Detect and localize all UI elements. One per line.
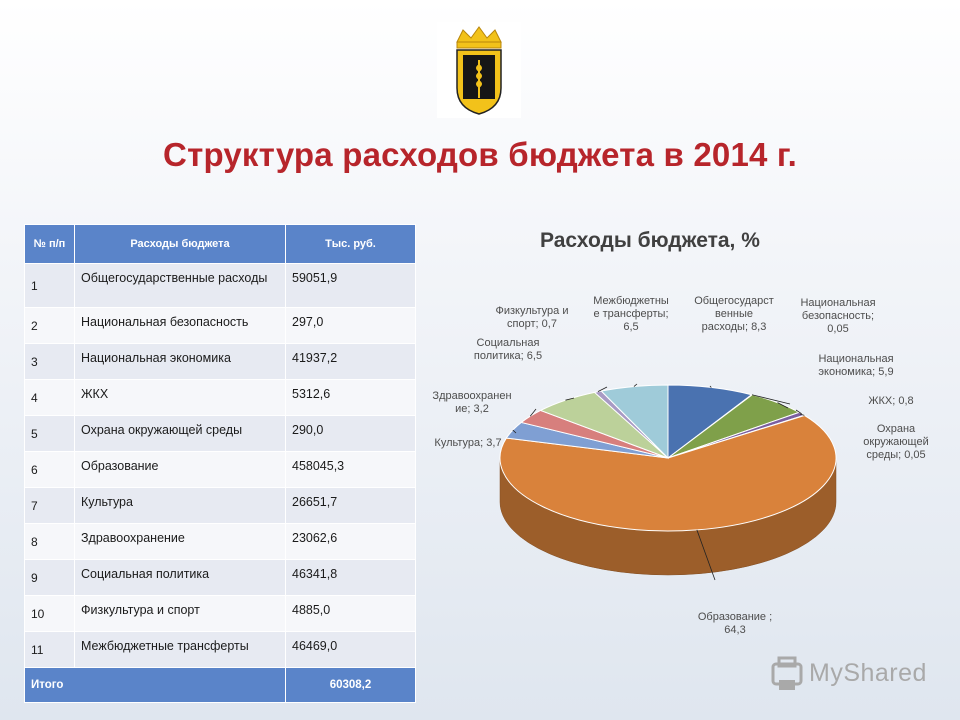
row-expense-name: ЖКХ — [75, 380, 286, 416]
row-amount: 4885,0 — [286, 596, 416, 632]
pie-slice-label: Национальная экономика; 5,9 — [818, 353, 894, 378]
slide-title: Структура расходов бюджета в 2014 г. — [163, 136, 797, 173]
table-row — [25, 452, 416, 488]
chart-title: Расходы бюджета, % — [540, 229, 760, 252]
total-label: Итого — [25, 668, 286, 703]
pie-slice-label: Общегосударст венные расходы; 8,3 — [694, 295, 774, 333]
table-row — [25, 524, 416, 560]
row-amount: 5312,6 — [286, 380, 416, 416]
row-amount: 23062,6 — [286, 524, 416, 560]
row-number: 9 — [25, 560, 75, 596]
row-amount: 458045,3 — [286, 452, 416, 488]
row-amount: 290,0 — [286, 416, 416, 452]
pie-slice-label: ЖКХ; 0,8 — [868, 395, 914, 407]
pie-slice-label: Здравоохранен ие; 3,2 — [432, 390, 512, 415]
table-row — [25, 264, 416, 308]
row-number: 5 — [25, 416, 75, 452]
pie-slice-label: Национальная безопасность; 0,05 — [800, 297, 876, 335]
row-expense-name: Культура — [75, 488, 286, 524]
row-expense-name: Охрана окружающей среды — [75, 416, 286, 452]
row-expense-name: Общегосударственные расходы — [75, 264, 286, 308]
row-expense-name: Национальная экономика — [75, 344, 286, 380]
row-number: 8 — [25, 524, 75, 560]
row-expense-name: Здравоохранение — [75, 524, 286, 560]
pie-slice-label: Культура; 3,7 — [434, 437, 502, 449]
watermark-text: MyShared — [809, 659, 927, 687]
coat-of-arms-emblem — [437, 22, 521, 118]
row-number: 2 — [25, 308, 75, 344]
row-amount: 297,0 — [286, 308, 416, 344]
table-row — [25, 344, 416, 380]
row-expense-name: Образование — [75, 452, 286, 488]
table-row — [25, 632, 416, 668]
header-expense: Расходы бюджета — [75, 225, 286, 264]
myshared-logo-icon — [767, 654, 807, 694]
row-amount: 46469,0 — [286, 632, 416, 668]
row-number: 4 — [25, 380, 75, 416]
row-amount: 26651,7 — [286, 488, 416, 524]
pie-chart — [420, 280, 950, 660]
table-row — [25, 380, 416, 416]
row-number: 1 — [25, 264, 75, 308]
table-row — [25, 596, 416, 632]
table-row — [25, 416, 416, 452]
row-amount: 46341,8 — [286, 560, 416, 596]
budget-table — [24, 224, 416, 703]
table-row — [25, 308, 416, 344]
pie-slice-label: Межбюджетны е трансферты; 6,5 — [593, 295, 669, 333]
pie-slice-label: Охрана окружающей среды; 0,05 — [863, 423, 929, 461]
row-number: 6 — [25, 452, 75, 488]
row-expense-name: Социальная политика — [75, 560, 286, 596]
row-amount: 41937,2 — [286, 344, 416, 380]
row-amount: 59051,9 — [286, 264, 416, 308]
row-number: 11 — [25, 632, 75, 668]
row-expense-name: Национальная безопасность — [75, 308, 286, 344]
row-number: 7 — [25, 488, 75, 524]
pie-slice-label: Физкультура и спорт; 0,7 — [495, 305, 569, 330]
pie-slice-label: Социальная политика; 6,5 — [473, 337, 543, 362]
row-expense-name: Межбюджетные трансферты — [75, 632, 286, 668]
header-number: № п/п — [25, 225, 75, 264]
header-amount: Тыс. руб. — [286, 225, 416, 264]
table-row — [25, 488, 416, 524]
row-number: 3 — [25, 344, 75, 380]
row-expense-name: Физкультура и спорт — [75, 596, 286, 632]
row-number: 10 — [25, 596, 75, 632]
pie-slice-label: Образование ; 64,3 — [697, 611, 773, 636]
table-row — [25, 560, 416, 596]
total-value: 60308,2 — [286, 668, 416, 703]
